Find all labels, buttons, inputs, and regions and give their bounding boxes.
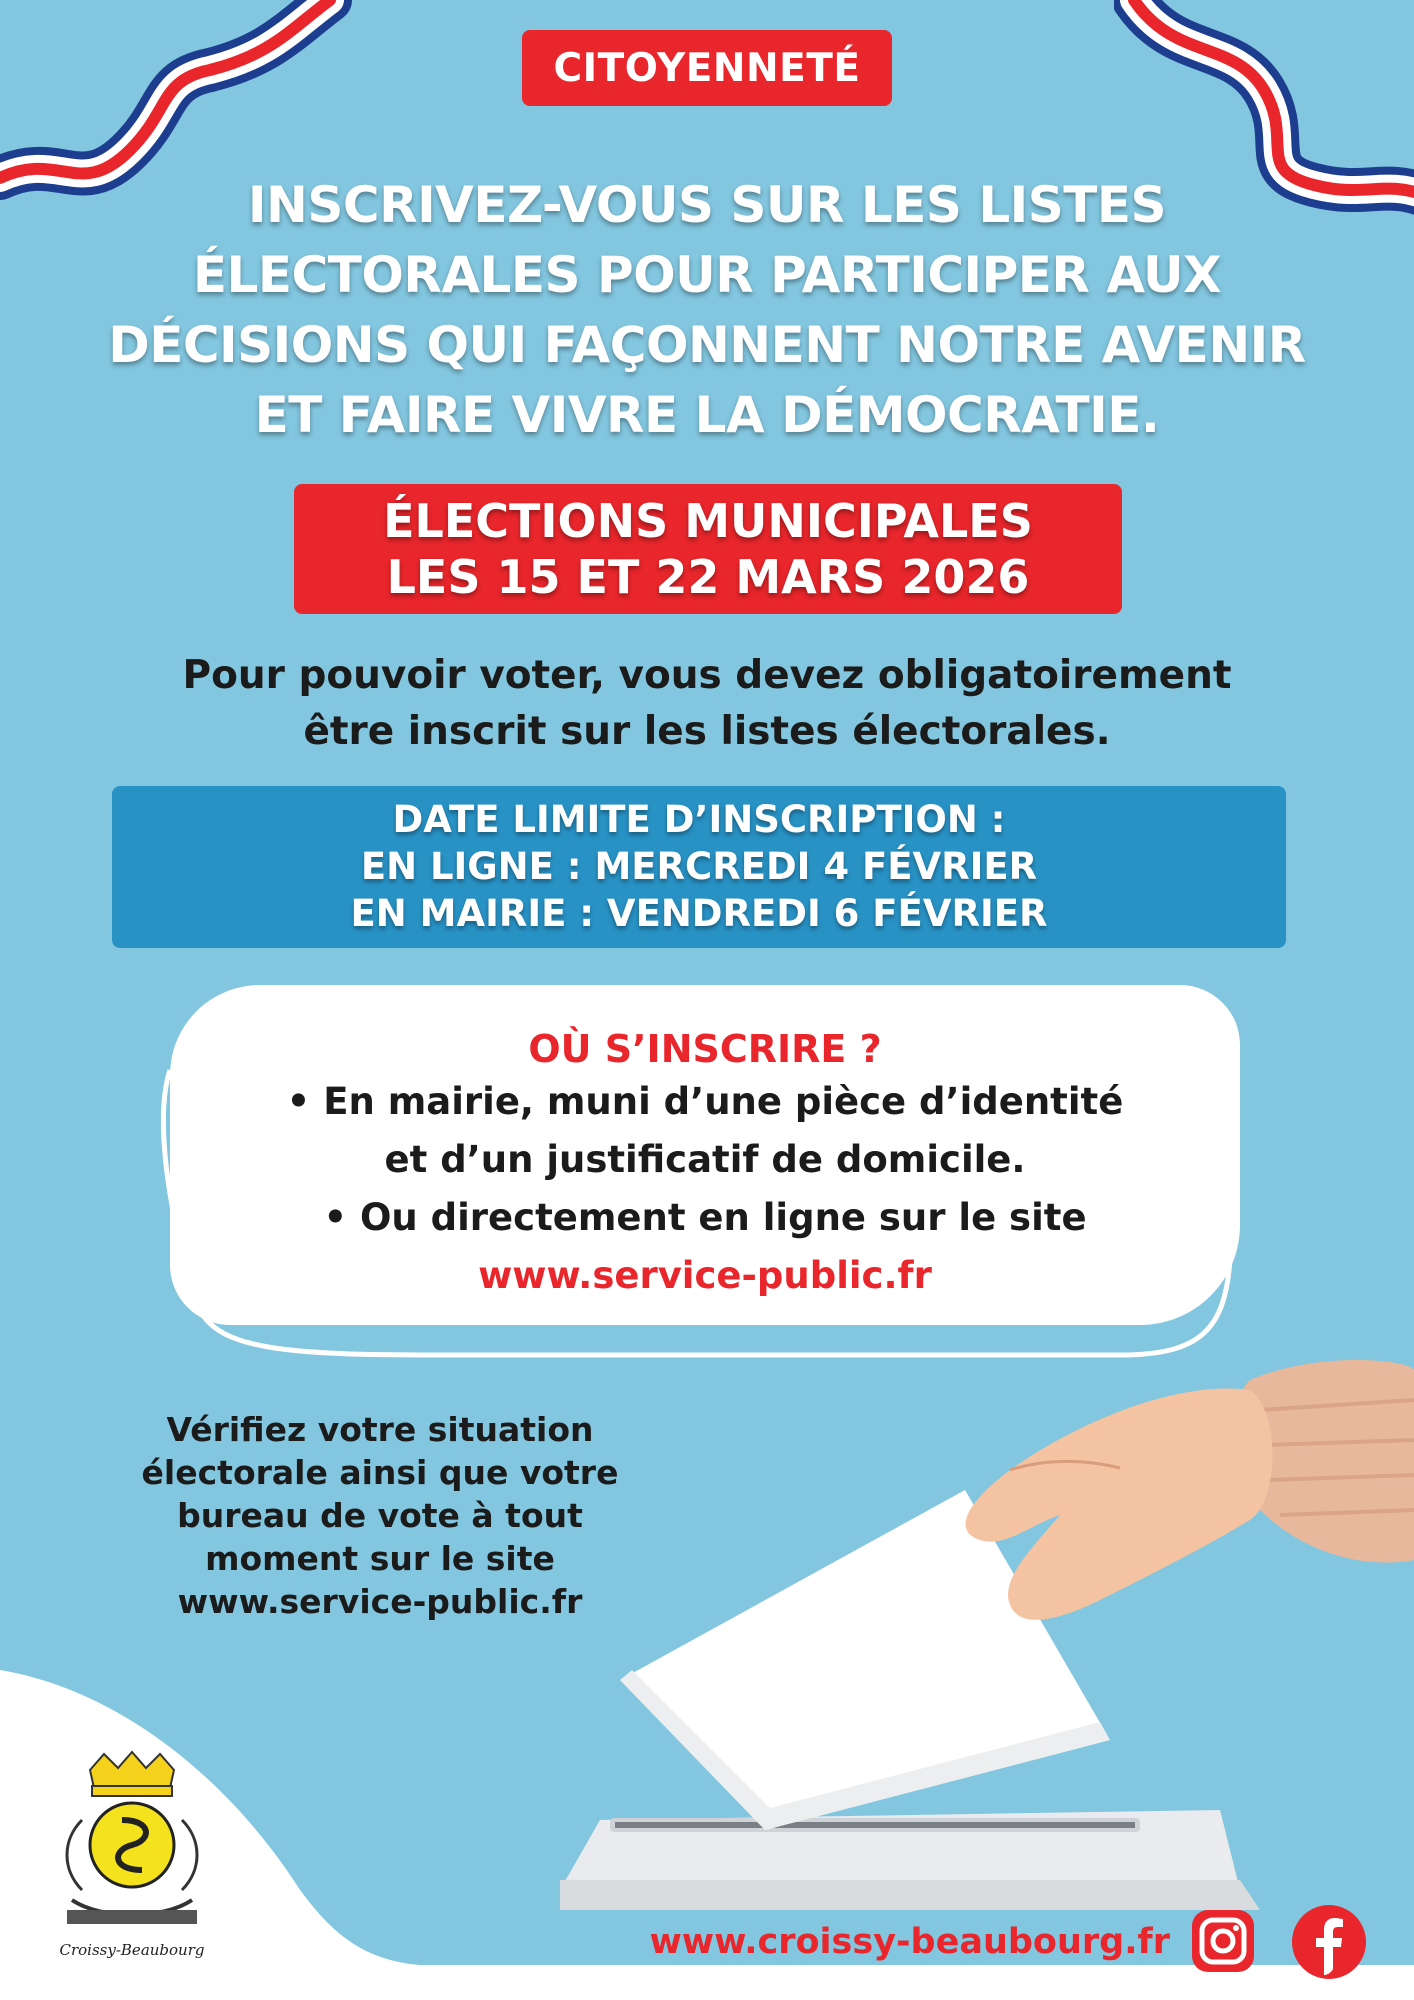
croissy-website-link[interactable]: www.croissy-beaubourg.fr [649, 1922, 1170, 1962]
service-public-link[interactable]: www.service-public.fr [478, 1254, 932, 1297]
headline-line: INSCRIVEZ-VOUS SUR LES LISTES [247, 176, 1167, 234]
check-line: électorale ainsi que votre [141, 1453, 619, 1492]
check-line: bureau de vote à tout [177, 1496, 583, 1535]
deadline-town-hall: EN MAIRIE : VENDREDI 6 FÉVRIER [350, 892, 1048, 935]
where-to-register-card [170, 985, 1240, 1325]
headline [80, 170, 1334, 450]
croissy-beaubourg-coat-of-arms [42, 1750, 222, 1962]
where-item: et d’un justificatif de domicile. [384, 1138, 1026, 1181]
where-item: • En mairie, muni d’une pièce d’identité [286, 1080, 1124, 1123]
check-line: moment sur le site [205, 1539, 555, 1578]
deadline-title: DATE LIMITE D’INSCRIPTION : [392, 798, 1006, 841]
check-link[interactable]: www.service-public.fr [177, 1582, 583, 1621]
logo-text: Croissy-Beaubourg [59, 1941, 205, 1959]
election-title: ÉLECTIONS MUNICIPALES [383, 494, 1033, 548]
deadline-banner [112, 786, 1286, 948]
headline-line: ÉLECTORALES POUR PARTICIPER AUX [192, 246, 1222, 304]
where-item: • Ou directement en ligne sur le site [323, 1196, 1087, 1239]
check-line: Vérifiez votre situation [166, 1410, 594, 1449]
deadline-online: EN LIGNE : MERCREDI 4 FÉVRIER [360, 845, 1038, 888]
instagram-icon[interactable] [1188, 1906, 1258, 1976]
intro-text [80, 648, 1334, 760]
intro-line: être inscrit sur les listes électorales. [303, 709, 1111, 754]
category-tag: CITOYENNETÉ [522, 30, 892, 106]
election-dates: LES 15 ET 22 MARS 2026 [386, 550, 1030, 604]
where-title: OÙ S’INSCRIRE ? [528, 1027, 882, 1071]
election-banner [294, 484, 1122, 614]
headline-line: DÉCISIONS QUI FAÇONNENT NOTRE AVENIR [108, 316, 1306, 374]
facebook-icon[interactable] [1290, 1903, 1368, 1981]
intro-line: Pour pouvoir voter, vous devez obligatoirement [182, 653, 1232, 698]
headline-line: ET FAIRE VIVRE LA DÉMOCRATIE. [254, 386, 1160, 444]
